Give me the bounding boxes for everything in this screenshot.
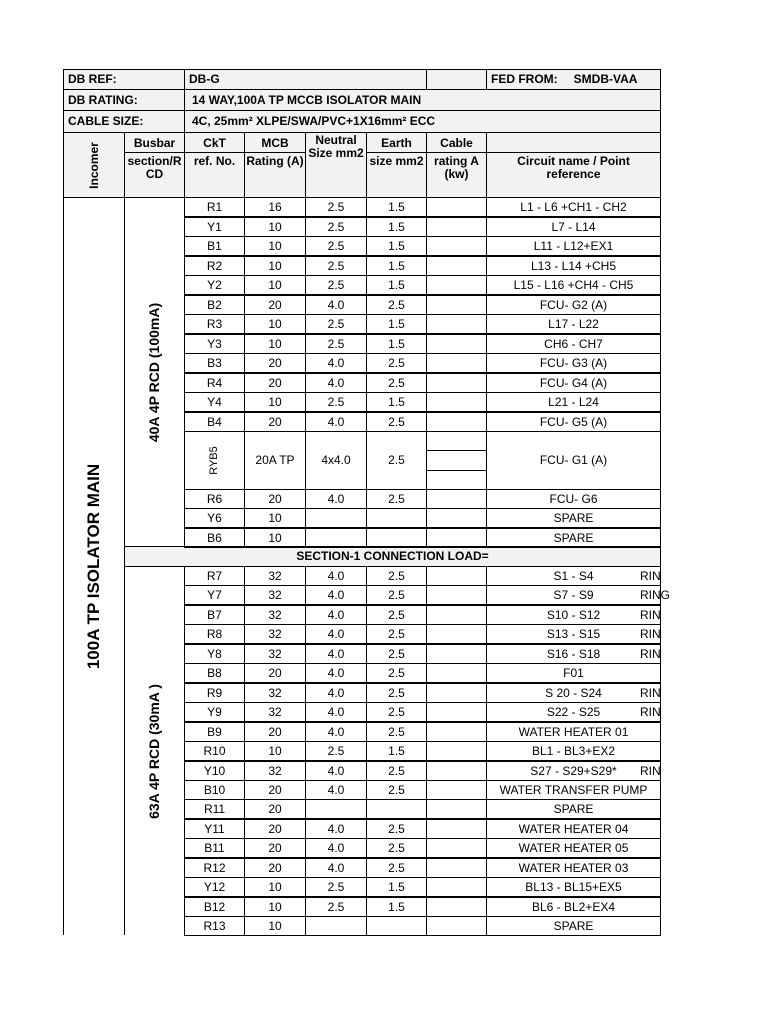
- circuit-cell: SPARE: [486, 508, 661, 528]
- mcb-cell: 10: [244, 916, 306, 936]
- earth-header-line1: Earth: [381, 136, 412, 150]
- circuit-cell: L17 - L22: [486, 314, 661, 334]
- ryb5-earth-cell: 2.5: [366, 431, 427, 490]
- section1-busbar-cell: [124, 197, 185, 547]
- cable-cell: [426, 683, 487, 703]
- cable-cell: [426, 217, 487, 237]
- earth-cell: 2.5: [366, 838, 427, 858]
- mcb-cell: 32: [244, 585, 306, 605]
- ryb5-ckt-cell: [184, 431, 245, 490]
- earth-cell: 1.5: [366, 256, 427, 276]
- ckt-cell: Y8: [184, 644, 245, 664]
- cable-cell: [426, 412, 487, 432]
- ryb5-cable-subcell: [426, 431, 487, 451]
- mcb-cell: 10: [244, 877, 306, 897]
- cable-cell: [426, 256, 487, 276]
- circuit-cell: L11 - L12+EX1: [486, 236, 661, 256]
- neutral-cell: 2.5: [305, 741, 367, 761]
- ckt-cell: B8: [184, 663, 245, 683]
- earth-cell: 1.5: [366, 197, 427, 217]
- ckt-cell: B3: [184, 353, 245, 373]
- ckt-cell: R9: [184, 683, 245, 703]
- mcb-cell: 20: [244, 819, 306, 839]
- earth-cell: 2.5: [366, 858, 427, 878]
- cable-cell: [426, 353, 487, 373]
- ckt-cell: R6: [184, 489, 245, 509]
- circuit-cell: S 20 - S24: [486, 683, 661, 703]
- ckt-cell: Y3: [184, 334, 245, 354]
- cable-size-label: CABLE SIZE:: [63, 110, 185, 133]
- section1-rcd-label: 40A 4P RCD (100mA): [146, 302, 162, 442]
- ckt-header-line1: CkT: [203, 136, 226, 150]
- circuit-cell: WATER TRANSFER PUMP: [486, 780, 661, 800]
- earth-cell: [366, 508, 427, 528]
- mcb-cell: 32: [244, 566, 306, 586]
- mcb-cell: 20: [244, 838, 306, 858]
- circuit-cell: S10 - S12: [486, 605, 661, 625]
- neutral-cell: 2.5: [305, 334, 367, 354]
- earth-cell: 2.5: [366, 761, 427, 781]
- ckt-cell: B6: [184, 528, 245, 548]
- mcb-cell: 20: [244, 780, 306, 800]
- circuit-cell: S13 - S15: [486, 624, 661, 644]
- cable-cell: [426, 741, 487, 761]
- cable-size-value: 4C, 25mm² XLPE/SWA/PVC+1X16mm² ECC: [184, 110, 661, 133]
- busbar-header: [124, 132, 185, 198]
- mcb-header-line2: Rating (A): [246, 154, 304, 168]
- earth-cell: 1.5: [366, 897, 427, 917]
- circuit-cell: S1 - S4: [486, 566, 661, 586]
- cable-header-line1: Cable: [440, 136, 473, 150]
- earth-cell: 1.5: [366, 275, 427, 295]
- mcb-header: [244, 132, 306, 198]
- incomer-header: [63, 132, 125, 198]
- neutral-cell: [305, 916, 367, 936]
- ckt-cell: R8: [184, 624, 245, 644]
- mcb-cell: 20: [244, 663, 306, 683]
- neutral-cell: 2.5: [305, 236, 367, 256]
- cable-cell: [426, 605, 487, 625]
- ckt-header-line2: ref. No.: [185, 152, 244, 168]
- circuit-cell: FCU- G4 (A): [486, 373, 661, 393]
- ckt-cell: R7: [184, 566, 245, 586]
- circuit-cell: SPARE: [486, 916, 661, 936]
- mcb-cell: 32: [244, 702, 306, 722]
- circuit-cell: FCU- G3 (A): [486, 353, 661, 373]
- neutral-cell: 4.0: [305, 605, 367, 625]
- neutral-cell: 4.0: [305, 412, 367, 432]
- mcb-cell: 10: [244, 508, 306, 528]
- circuit-cell: WATER HEATER 05: [486, 838, 661, 858]
- mcb-cell: 20: [244, 489, 306, 509]
- circuit-cell: L13 - L14 +CH5: [486, 256, 661, 276]
- earth-cell: 1.5: [366, 392, 427, 412]
- cable-cell: [426, 838, 487, 858]
- ckt-cell: B7: [184, 605, 245, 625]
- circuit-type-tail: RIN: [640, 686, 661, 700]
- cable-cell: [426, 780, 487, 800]
- earth-cell: 1.5: [366, 217, 427, 237]
- ckt-header: [184, 132, 245, 198]
- earth-cell: [366, 528, 427, 548]
- mcb-cell: 20: [244, 412, 306, 432]
- mcb-cell: 20: [244, 858, 306, 878]
- header-blank-cell: [426, 69, 487, 90]
- cable-cell: [426, 489, 487, 509]
- circuit-cell: SPARE: [486, 799, 661, 819]
- neutral-cell: 2.5: [305, 877, 367, 897]
- cable-cell: [426, 819, 487, 839]
- earth-cell: 1.5: [366, 877, 427, 897]
- neutral-cell: 4.0: [305, 585, 367, 605]
- mcb-cell: 32: [244, 683, 306, 703]
- earth-cell: 1.5: [366, 236, 427, 256]
- circuit-cell: SPARE: [486, 528, 661, 548]
- mcb-cell: 20: [244, 353, 306, 373]
- neutral-cell: 2.5: [305, 256, 367, 276]
- circuit-cell: L15 - L16 +CH4 - CH5: [486, 275, 661, 295]
- mcb-cell: 10: [244, 256, 306, 276]
- earth-header-line2: size mm2: [367, 152, 426, 168]
- incomer-cell: [63, 197, 125, 935]
- neutral-cell: 2.5: [305, 392, 367, 412]
- ckt-cell: R3: [184, 314, 245, 334]
- cable-cell: [426, 585, 487, 605]
- ckt-cell: B9: [184, 722, 245, 742]
- circuit-cell: WATER HEATER 03: [486, 858, 661, 878]
- earth-cell: [366, 799, 427, 819]
- earth-cell: 2.5: [366, 412, 427, 432]
- circuit-cell: FCU- G5 (A): [486, 412, 661, 432]
- cable-header: [426, 132, 487, 198]
- earth-cell: 1.5: [366, 314, 427, 334]
- neutral-cell: 4.0: [305, 838, 367, 858]
- cable-cell: [426, 373, 487, 393]
- ryb5-cable-subcell: [426, 450, 487, 471]
- ckt-cell: Y1: [184, 217, 245, 237]
- ryb5-cable-subcell: [426, 470, 487, 490]
- mcb-cell: 20: [244, 722, 306, 742]
- earth-cell: 2.5: [366, 819, 427, 839]
- circuit-cell: BL6 - BL2+EX4: [486, 897, 661, 917]
- ryb5-circuit-cell: FCU- G1 (A): [486, 431, 661, 490]
- mcb-cell: 32: [244, 624, 306, 644]
- ckt-cell: Y6: [184, 508, 245, 528]
- db-rating-label: DB RATING:: [63, 89, 185, 111]
- cable-cell: [426, 528, 487, 548]
- ckt-cell: R13: [184, 916, 245, 936]
- circuit-type-tail: RIN: [640, 608, 661, 622]
- cable-cell: [426, 916, 487, 936]
- cable-cell: [426, 236, 487, 256]
- mcb-cell: 20: [244, 295, 306, 315]
- ckt-cell: B10: [184, 780, 245, 800]
- ckt-cell: R1: [184, 197, 245, 217]
- incomer-label: 100A TP ISOLATOR MAIN: [84, 463, 104, 670]
- earth-cell: 2.5: [366, 644, 427, 664]
- neutral-cell: 4.0: [305, 353, 367, 373]
- section2-rcd-label: 63A 4P RCD (30mA ): [146, 683, 163, 819]
- mcb-cell: 10: [244, 392, 306, 412]
- earth-cell: 1.5: [366, 741, 427, 761]
- neutral-header-line2: Size mm2: [308, 146, 364, 160]
- ckt-cell: B1: [184, 236, 245, 256]
- earth-cell: 2.5: [366, 566, 427, 586]
- circuit-cell: CH6 - CH7: [486, 334, 661, 354]
- ckt-cell: Y12: [184, 877, 245, 897]
- neutral-cell: 4.0: [305, 819, 367, 839]
- circuit-cell: BL13 - BL15+EX5: [486, 877, 661, 897]
- ckt-cell: Y10: [184, 761, 245, 781]
- cable-cell: [426, 644, 487, 664]
- mcb-cell: 10: [244, 275, 306, 295]
- circuit-cell: WATER HEATER 01: [486, 722, 661, 742]
- circuit-type-tail: RIN: [640, 764, 661, 778]
- neutral-cell: [305, 799, 367, 819]
- circuit-cell: FCU- G6: [486, 489, 661, 509]
- neutral-cell: 4.0: [305, 780, 367, 800]
- fed-from-label: FED FROM:: [491, 72, 558, 86]
- circuit-cell: L1 - L6 +CH1 - CH2: [486, 197, 661, 217]
- ckt-cell: R11: [184, 799, 245, 819]
- ryb5-mcb-cell: 20A TP: [244, 431, 306, 490]
- circuit-cell: FCU- G2 (A): [486, 295, 661, 315]
- circuit-cell: WATER HEATER 04: [486, 819, 661, 839]
- ckt-cell: B4: [184, 412, 245, 432]
- neutral-cell: 4.0: [305, 858, 367, 878]
- cable-cell: [426, 877, 487, 897]
- circuit-cell: F01: [486, 663, 661, 683]
- neutral-header-line1: Neutral: [315, 133, 357, 147]
- cable-cell: [426, 566, 487, 586]
- db-ref-value: DB-G: [184, 69, 427, 90]
- earth-cell: 2.5: [366, 663, 427, 683]
- mcb-cell: 10: [244, 741, 306, 761]
- circuit-type-tail: RIN: [640, 647, 661, 661]
- circuit-header-line2: reference: [546, 167, 601, 181]
- cable-cell: [426, 761, 487, 781]
- section2-busbar-cell: [124, 566, 185, 935]
- earth-cell: 2.5: [366, 353, 427, 373]
- earth-cell: 2.5: [366, 722, 427, 742]
- incomer-header-label: Incomer: [86, 141, 101, 189]
- neutral-cell: 2.5: [305, 197, 367, 217]
- mcb-cell: 20: [244, 373, 306, 393]
- cable-cell: [426, 295, 487, 315]
- ckt-cell: Y9: [184, 702, 245, 722]
- ryb5-ckt-label: RYB5: [207, 446, 220, 475]
- neutral-cell: [305, 528, 367, 548]
- mcb-cell: 10: [244, 334, 306, 354]
- earth-cell: 2.5: [366, 702, 427, 722]
- earth-cell: 2.5: [366, 683, 427, 703]
- neutral-cell: 4.0: [305, 566, 367, 586]
- earth-header: [366, 132, 427, 198]
- circuit-type-tail: RIN: [640, 627, 661, 641]
- circuit-cell: S27 - S29+S29*: [486, 761, 661, 781]
- busbar-header-line2: section/R: [125, 152, 184, 168]
- circuit-cell: L7 - L14: [486, 217, 661, 237]
- circuit-type-tail: RIN: [640, 705, 661, 719]
- ckt-cell: B12: [184, 897, 245, 917]
- ckt-cell: R4: [184, 373, 245, 393]
- cable-cell: [426, 275, 487, 295]
- neutral-cell: [305, 508, 367, 528]
- mcb-cell: 10: [244, 236, 306, 256]
- ckt-cell: B2: [184, 295, 245, 315]
- mcb-cell: 10: [244, 897, 306, 917]
- neutral-cell: 4.0: [305, 373, 367, 393]
- cable-header-line2: rating A: [427, 152, 486, 168]
- circuit-cell: S7 - S9: [486, 585, 661, 605]
- busbar-header-line3: CD: [145, 167, 164, 181]
- cable-cell: [426, 197, 487, 217]
- fed-from: [486, 69, 661, 90]
- circuit-type-tail: RIN: [640, 569, 661, 583]
- earth-cell: 2.5: [366, 780, 427, 800]
- neutral-cell: 4.0: [305, 683, 367, 703]
- ckt-cell: R2: [184, 256, 245, 276]
- cable-cell: [426, 314, 487, 334]
- neutral-cell: 4.0: [305, 702, 367, 722]
- circuit-cell: L21 - L24: [486, 392, 661, 412]
- cable-cell: [426, 334, 487, 354]
- db-rating-value: 14 WAY,100A TP MCCB ISOLATOR MAIN: [184, 89, 661, 111]
- earth-cell: 2.5: [366, 489, 427, 509]
- circuit-type-tail: RING: [640, 588, 670, 602]
- neutral-cell: 2.5: [305, 217, 367, 237]
- neutral-cell: 4.0: [305, 624, 367, 644]
- mcb-cell: 20: [244, 799, 306, 819]
- mcb-cell: 16: [244, 197, 306, 217]
- ckt-cell: Y2: [184, 275, 245, 295]
- mcb-header-line1: MCB: [261, 136, 289, 150]
- circuit-header-line1: Circuit name / Point: [487, 152, 660, 168]
- neutral-cell: 4.0: [305, 295, 367, 315]
- cable-cell: [426, 799, 487, 819]
- section1-connection-load: SECTION-1 CONNECTION LOAD=: [124, 546, 661, 567]
- earth-cell: 2.5: [366, 373, 427, 393]
- circuit-cell: BL1 - BL3+EX2: [486, 741, 661, 761]
- neutral-cell: 4.0: [305, 663, 367, 683]
- ckt-cell: Y7: [184, 585, 245, 605]
- ckt-cell: R12: [184, 858, 245, 878]
- neutral-cell: 2.5: [305, 897, 367, 917]
- cable-cell: [426, 702, 487, 722]
- earth-cell: 2.5: [366, 605, 427, 625]
- neutral-cell: 4.0: [305, 761, 367, 781]
- cable-cell: [426, 897, 487, 917]
- circuit-cell: S22 - S25: [486, 702, 661, 722]
- cable-cell: [426, 722, 487, 742]
- ryb5-neutral-cell: 4x4.0: [305, 431, 367, 490]
- ckt-cell: B11: [184, 838, 245, 858]
- db-ref-label: DB REF:: [63, 69, 185, 90]
- earth-cell: 2.5: [366, 295, 427, 315]
- neutral-header: [305, 132, 367, 198]
- earth-cell: [366, 916, 427, 936]
- neutral-cell: 4.0: [305, 722, 367, 742]
- cable-cell: [426, 508, 487, 528]
- mcb-cell: 32: [244, 644, 306, 664]
- neutral-cell: 2.5: [305, 275, 367, 295]
- ckt-cell: R10: [184, 741, 245, 761]
- mcb-cell: 32: [244, 605, 306, 625]
- cable-header-line3: (kw): [444, 167, 469, 181]
- earth-cell: 1.5: [366, 334, 427, 354]
- cable-cell: [426, 624, 487, 644]
- cable-cell: [426, 392, 487, 412]
- cable-cell: [426, 858, 487, 878]
- fed-from-value: SMDB-VAA: [573, 72, 638, 86]
- mcb-cell: 10: [244, 217, 306, 237]
- neutral-cell: 2.5: [305, 314, 367, 334]
- neutral-cell: 4.0: [305, 644, 367, 664]
- mcb-cell: 10: [244, 314, 306, 334]
- cable-cell: [426, 663, 487, 683]
- circuit-header: [486, 132, 661, 198]
- neutral-cell: 4.0: [305, 489, 367, 509]
- earth-cell: 2.5: [366, 624, 427, 644]
- mcb-cell: 32: [244, 761, 306, 781]
- earth-cell: 2.5: [366, 585, 427, 605]
- ckt-cell: Y11: [184, 819, 245, 839]
- busbar-header-line1: Busbar: [133, 136, 176, 150]
- ckt-cell: Y4: [184, 392, 245, 412]
- circuit-cell: S16 - S18: [486, 644, 661, 664]
- mcb-cell: 10: [244, 528, 306, 548]
